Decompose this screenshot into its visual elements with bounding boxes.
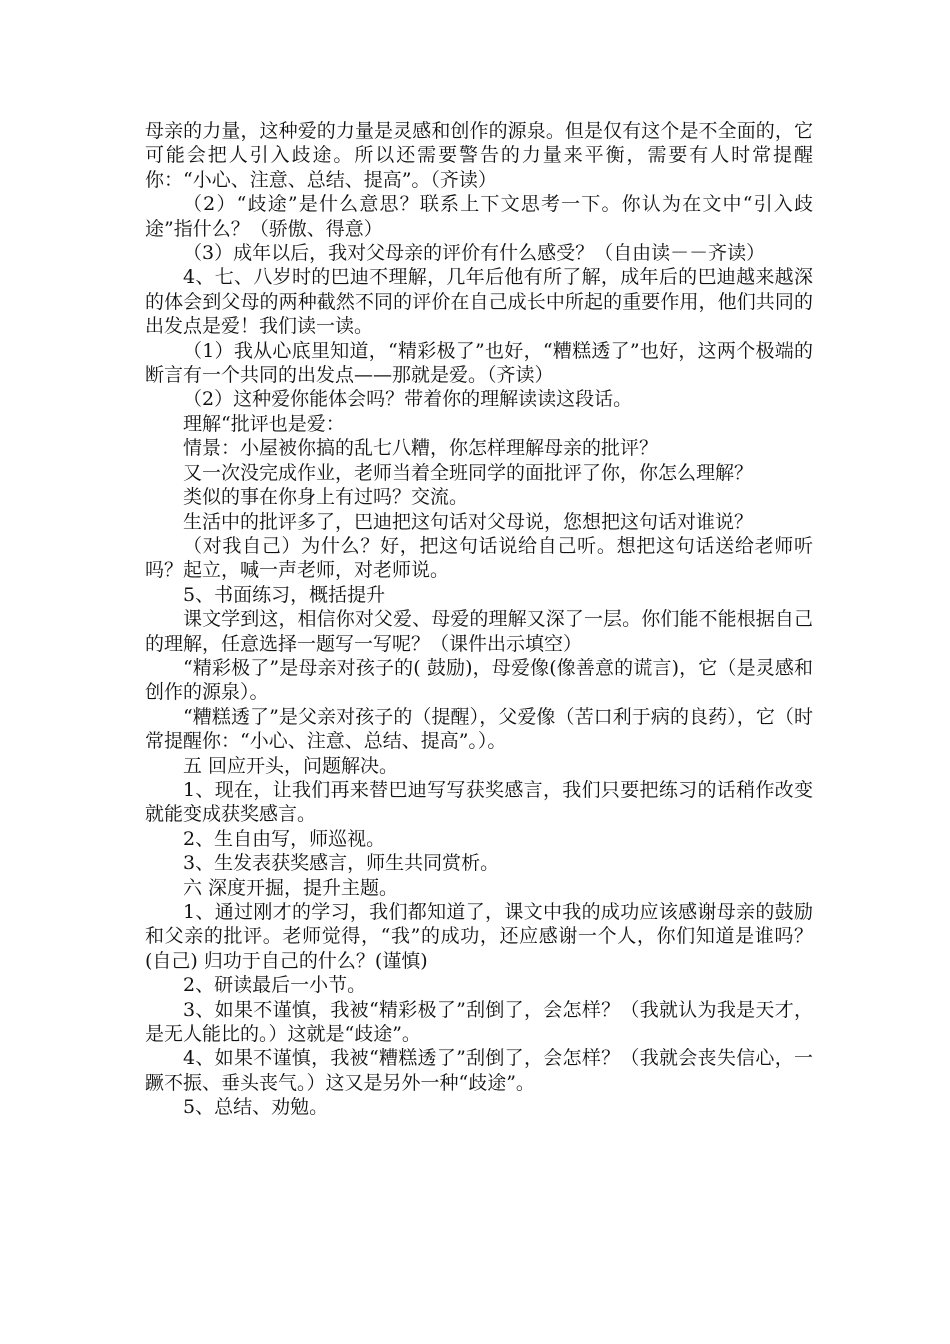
paragraph: “精彩极了”是母亲对孩子的( 鼓励)，母爱像(像善意的谎言)，它（是灵感和创作的源泉）。: [145, 656, 813, 704]
paragraph: 类似的事在你身上有过吗？交流。: [183, 486, 469, 509]
paragraph: 又一次没完成作业，老师当着全班同学的面批评了你，你怎么理解？: [183, 461, 754, 484]
paragraph: （2）“歧途”是什么意思？联系上下文思考一下。你认为在文中“引入歧途”指什么？（骄傲、得意）: [145, 193, 813, 240]
paragraph: 1、现在，让我们再来替巴迪写写获奖感言，我们只要把练习的话稍作改变就能变成获奖感言。: [145, 778, 813, 826]
paragraph: 5、总结、劝勉。: [183, 1096, 329, 1119]
paragraph: 1、通过刚才的学习，我们都知道了，课文中我的成功应该感谢母亲的鼓励和父亲的批评。老师觉得，“我”的成功，还应感谢一个人，你们知道是谁吗？(自己) 归功于自己的什么？(谨慎): [145, 901, 813, 972]
paragraph: （3）成年以后，我对父母亲的评价有什么感受？（自由读－－齐读）: [183, 242, 766, 265]
section-heading: 六 深度开掘，提升主题。: [183, 876, 399, 899]
section-heading: 五 回应开头，问题解决。: [183, 754, 399, 777]
paragraph: 理解“批评也是爱：: [183, 412, 345, 435]
section-heading: 5、书面练习，概括提升: [183, 583, 386, 606]
paragraph: （1）我从心底里知道，“精彩极了”也好，“糟糕透了”也好，这两个极端的断言有一个共同的出发点——那就是爱。（齐读）: [145, 339, 813, 387]
paragraph: 3、生发表获奖感言，师生共同赏析。: [183, 852, 500, 875]
paragraph: （2）这种爱你能体会吗？带着你的理解读读这段话。: [183, 388, 633, 411]
paragraph: 2、研读最后一小节。: [183, 974, 367, 997]
paragraph: “糟糕透了”是父亲对孩子的（提醒），父爱像（苦口利于病的良药），它（时常提醒你：“小心、注意、总结、提高”。）。: [145, 705, 813, 753]
paragraph: 课文学到这，相信你对父爱、母爱的理解又深了一层。你们能不能根据自己的理解，任意选择一题写一写呢？（课件出示填空）: [145, 608, 813, 655]
paragraph: 母亲的力量，这种爱的力量是灵感和创作的源泉。但是仅有这个是不全面的，它可能会把人引入歧途。所以还需要警告的力量来平衡，需要有人时常提醒你：“小心、注意、总结、提高”。（齐读）: [145, 120, 813, 191]
paragraph: 4、七、八岁时的巴迪不理解，几年后他有所了解，成年后的巴迪越来越深的体会到父母的两种截然不同的评价在自己成长中所起的重要作用，他们共同的出发点是爱！我们读一读。: [145, 266, 813, 338]
paragraph: 3、如果不谨慎，我被“精彩极了”刮倒了，会怎样？（我就认为我是天才，是无人能比的。）这就是“歧途”。: [145, 998, 813, 1046]
paragraph: 2、生自由写，师巡视。: [183, 827, 386, 850]
paragraph: 情景：小屋被你搞的乱七八糟，你怎样理解母亲的批评？: [183, 437, 659, 460]
paragraph: 生活中的批评多了，巴迪把这句话对父母说，您想把这句话对谁说？: [183, 510, 754, 533]
paragraph: 4、如果不谨慎，我被“糟糕透了”刮倒了，会怎样？（我就会丧失信心，一蹶不振、垂头丧气。）这又是另外一种“歧途”。: [145, 1047, 813, 1094]
paragraph: （对我自己）为什么？好，把这句话说给自己听。想把这句话送给老师听吗？起立，喊一声老师，对老师说。: [145, 534, 813, 582]
document-body: [145, 119, 813, 1120]
